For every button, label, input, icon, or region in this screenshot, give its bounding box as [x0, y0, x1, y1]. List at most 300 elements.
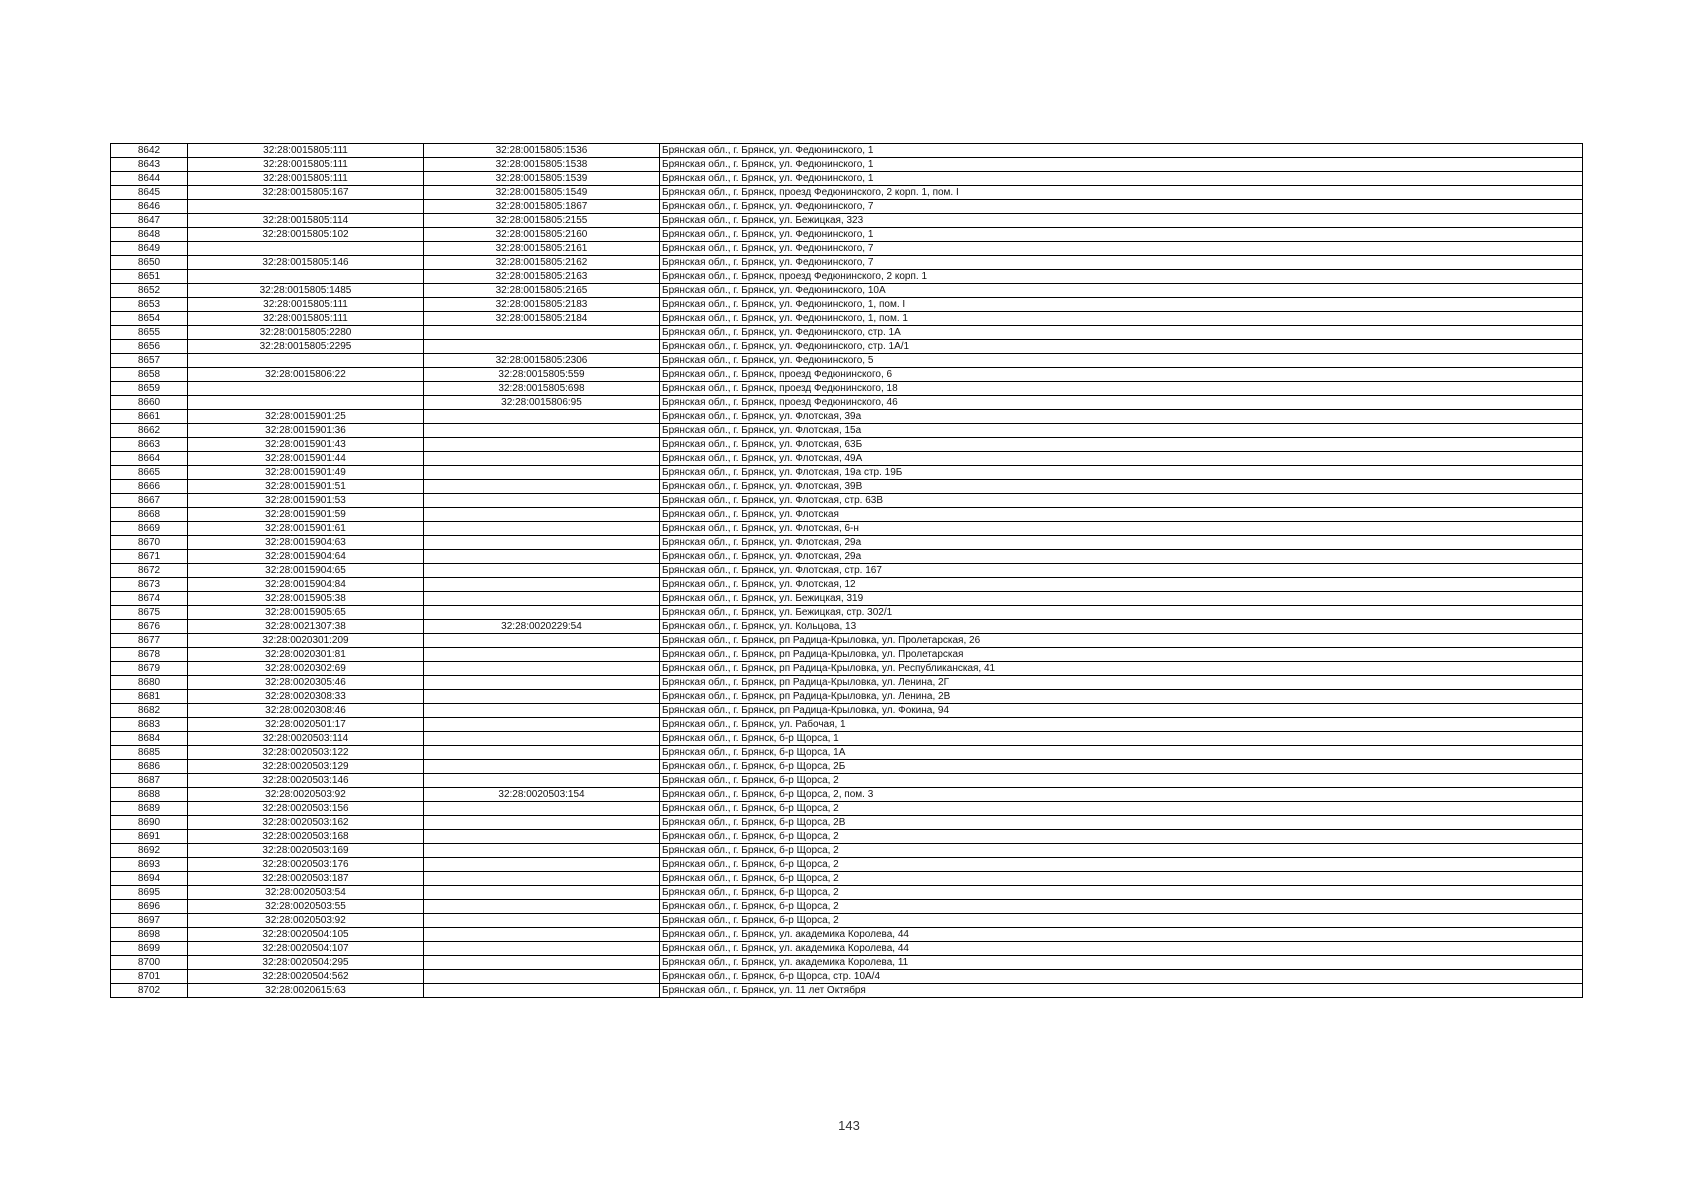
- row-number-cell: 8647: [111, 214, 188, 228]
- cadastral-number-cell: 32:28:0015901:53: [188, 494, 424, 508]
- cadastral-number-cell: 32:28:0020503:187: [188, 872, 424, 886]
- table-row: [111, 830, 1583, 844]
- address-cell: Брянская обл., г. Брянск, ул. 11 лет Октября: [660, 984, 1583, 998]
- row-number-cell: 8669: [111, 522, 188, 536]
- address-cell: Брянская обл., г. Брянск, ул. Федюнинского, 1: [660, 228, 1583, 242]
- object-cadastral-number-cell: 32:28:0015805:1539: [424, 172, 660, 186]
- object-cadastral-number-cell: [424, 536, 660, 550]
- cadastral-number-cell: 32:28:0015805:111: [188, 172, 424, 186]
- cadastral-number-cell: 32:28:0015901:61: [188, 522, 424, 536]
- object-cadastral-number-cell: [424, 956, 660, 970]
- row-number-cell: 8702: [111, 984, 188, 998]
- object-cadastral-number-cell: [424, 928, 660, 942]
- cadastral-number-cell: 32:28:0020503:129: [188, 760, 424, 774]
- object-cadastral-number-cell: [424, 438, 660, 452]
- object-cadastral-number-cell: [424, 774, 660, 788]
- address-cell: Брянская обл., г. Брянск, б-р Щорса, 2, пом. 3: [660, 788, 1583, 802]
- row-number-cell: 8674: [111, 592, 188, 606]
- address-cell: Брянская обл., г. Брянск, ул. Бежицкая, 319: [660, 592, 1583, 606]
- table-row: [111, 914, 1583, 928]
- object-cadastral-number-cell: [424, 802, 660, 816]
- table-row: [111, 354, 1583, 368]
- address-cell: Брянская обл., г. Брянск, ул. Федюнинского, 7: [660, 200, 1583, 214]
- row-number-cell: 8681: [111, 690, 188, 704]
- row-number-cell: 8664: [111, 452, 188, 466]
- address-cell: Брянская обл., г. Брянск, б-р Щорса, стр. 10А/4: [660, 970, 1583, 984]
- cadastral-number-cell: 32:28:0020503:146: [188, 774, 424, 788]
- table-row: [111, 704, 1583, 718]
- object-cadastral-number-cell: 32:28:0015805:2165: [424, 284, 660, 298]
- row-number-cell: 8649: [111, 242, 188, 256]
- address-cell: Брянская обл., г. Брянск, ул. Федюнинского, стр. 1А: [660, 326, 1583, 340]
- cadastral-number-cell: 32:28:0020503:55: [188, 900, 424, 914]
- cadastral-number-cell: [188, 270, 424, 284]
- address-cell: Брянская обл., г. Брянск, рп Радица-Крыловка, ул. Пролетарская, 26: [660, 634, 1583, 648]
- object-cadastral-number-cell: 32:28:0015805:1549: [424, 186, 660, 200]
- cadastral-number-cell: 32:28:0020504:562: [188, 970, 424, 984]
- address-cell: Брянская обл., г. Брянск, б-р Щорса, 2Б: [660, 760, 1583, 774]
- page-number: 143: [838, 1118, 860, 1133]
- object-cadastral-number-cell: [424, 732, 660, 746]
- address-cell: Брянская обл., г. Брянск, рп Радица-Крыловка, ул. Республиканская, 41: [660, 662, 1583, 676]
- object-cadastral-number-cell: [424, 900, 660, 914]
- address-cell: Брянская обл., г. Брянск, ул. Флотская, 29а: [660, 536, 1583, 550]
- address-cell: Брянская обл., г. Брянск, б-р Щорса, 2: [660, 844, 1583, 858]
- row-number-cell: 8650: [111, 256, 188, 270]
- cadastral-number-cell: [188, 382, 424, 396]
- address-cell: Брянская обл., г. Брянск, ул. Флотская, 19а стр. 19Б: [660, 466, 1583, 480]
- table-row: [111, 410, 1583, 424]
- row-number-cell: 8645: [111, 186, 188, 200]
- row-number-cell: 8670: [111, 536, 188, 550]
- address-cell: Брянская обл., г. Брянск, б-р Щорса, 2В: [660, 816, 1583, 830]
- table-row: [111, 242, 1583, 256]
- row-number-cell: 8701: [111, 970, 188, 984]
- cadastral-number-cell: 32:28:0020305:46: [188, 676, 424, 690]
- address-cell: Брянская обл., г. Брянск, ул. Флотская, 39В: [660, 480, 1583, 494]
- address-cell: Брянская обл., г. Брянск, б-р Щорса, 2: [660, 872, 1583, 886]
- register-table-body: [111, 144, 1583, 998]
- address-cell: Брянская обл., г. Брянск, б-р Щорса, 2: [660, 914, 1583, 928]
- address-cell: Брянская обл., г. Брянск, рп Радица-Крыловка, ул. Ленина, 2В: [660, 690, 1583, 704]
- object-cadastral-number-cell: [424, 326, 660, 340]
- address-cell: Брянская обл., г. Брянск, ул. Федюнинского, 10А: [660, 284, 1583, 298]
- address-cell: Брянская обл., г. Брянск, ул. Федюнинского, стр. 1А/1: [660, 340, 1583, 354]
- row-number-cell: 8654: [111, 312, 188, 326]
- object-cadastral-number-cell: [424, 942, 660, 956]
- table-row: [111, 956, 1583, 970]
- table-row: [111, 928, 1583, 942]
- cadastral-number-cell: 32:28:0015901:25: [188, 410, 424, 424]
- object-cadastral-number-cell: [424, 704, 660, 718]
- address-cell: Брянская обл., г. Брянск, ул. Кольцова, 13: [660, 620, 1583, 634]
- object-cadastral-number-cell: [424, 830, 660, 844]
- table-row: [111, 312, 1583, 326]
- address-cell: Брянская обл., г. Брянск, ул. Флотская, стр. 63В: [660, 494, 1583, 508]
- table-row: [111, 900, 1583, 914]
- cadastral-number-cell: 32:28:0015904:65: [188, 564, 424, 578]
- cadastral-number-cell: 32:28:0020503:114: [188, 732, 424, 746]
- object-cadastral-number-cell: [424, 550, 660, 564]
- object-cadastral-number-cell: 32:28:0015805:2162: [424, 256, 660, 270]
- cadastral-number-cell: [188, 242, 424, 256]
- row-number-cell: 8671: [111, 550, 188, 564]
- row-number-cell: 8695: [111, 886, 188, 900]
- table-row: [111, 144, 1583, 158]
- table-row: [111, 424, 1583, 438]
- table-row: [111, 158, 1583, 172]
- address-cell: Брянская обл., г. Брянск, ул. Федюнинского, 5: [660, 354, 1583, 368]
- object-cadastral-number-cell: [424, 424, 660, 438]
- object-cadastral-number-cell: 32:28:0015805:1536: [424, 144, 660, 158]
- object-cadastral-number-cell: [424, 452, 660, 466]
- cadastral-number-cell: 32:28:0015806:22: [188, 368, 424, 382]
- object-cadastral-number-cell: 32:28:0015805:2155: [424, 214, 660, 228]
- object-cadastral-number-cell: [424, 592, 660, 606]
- object-cadastral-number-cell: [424, 690, 660, 704]
- address-cell: Брянская обл., г. Брянск, ул. Федюнинского, 1: [660, 158, 1583, 172]
- object-cadastral-number-cell: [424, 508, 660, 522]
- address-cell: Брянская обл., г. Брянск, ул. Флотская, 29а: [660, 550, 1583, 564]
- table-row: [111, 676, 1583, 690]
- object-cadastral-number-cell: 32:28:0015805:559: [424, 368, 660, 382]
- cadastral-number-cell: 32:28:0015805:111: [188, 312, 424, 326]
- cadastral-number-cell: 32:28:0015805:111: [188, 158, 424, 172]
- table-row: [111, 494, 1583, 508]
- table-row: [111, 634, 1583, 648]
- cadastral-number-cell: 32:28:0020503:54: [188, 886, 424, 900]
- address-cell: Брянская обл., г. Брянск, проезд Федюнинского, 18: [660, 382, 1583, 396]
- row-number-cell: 8685: [111, 746, 188, 760]
- table-row: [111, 718, 1583, 732]
- row-number-cell: 8648: [111, 228, 188, 242]
- object-cadastral-number-cell: [424, 410, 660, 424]
- address-cell: Брянская обл., г. Брянск, ул. Рабочая, 1: [660, 718, 1583, 732]
- address-cell: Брянская обл., г. Брянск, б-р Щорса, 2: [660, 774, 1583, 788]
- cadastral-number-cell: 32:28:0020302:69: [188, 662, 424, 676]
- object-cadastral-number-cell: 32:28:0015805:2160: [424, 228, 660, 242]
- table-row: [111, 340, 1583, 354]
- row-number-cell: 8668: [111, 508, 188, 522]
- object-cadastral-number-cell: 32:28:0020229:54: [424, 620, 660, 634]
- cadastral-number-cell: 32:28:0015805:2295: [188, 340, 424, 354]
- table-row: [111, 872, 1583, 886]
- row-number-cell: 8651: [111, 270, 188, 284]
- cadastral-number-cell: 32:28:0020503:92: [188, 788, 424, 802]
- row-number-cell: 8656: [111, 340, 188, 354]
- row-number-cell: 8700: [111, 956, 188, 970]
- table-row: [111, 228, 1583, 242]
- row-number-cell: 8652: [111, 284, 188, 298]
- object-cadastral-number-cell: [424, 480, 660, 494]
- address-cell: Брянская обл., г. Брянск, б-р Щорса, 1: [660, 732, 1583, 746]
- address-cell: Брянская обл., г. Брянск, ул. Флотская, 49А: [660, 452, 1583, 466]
- row-number-cell: 8661: [111, 410, 188, 424]
- table-row: [111, 970, 1583, 984]
- address-cell: Брянская обл., г. Брянск, ул. Федюнинского, 7: [660, 242, 1583, 256]
- object-cadastral-number-cell: 32:28:0015805:2183: [424, 298, 660, 312]
- cadastral-number-cell: [188, 200, 424, 214]
- row-number-cell: 8694: [111, 872, 188, 886]
- cadastral-number-cell: 32:28:0015904:63: [188, 536, 424, 550]
- address-cell: Брянская обл., г. Брянск, б-р Щорса, 2: [660, 886, 1583, 900]
- row-number-cell: 8675: [111, 606, 188, 620]
- address-cell: Брянская обл., г. Брянск, проезд Федюнинского, 6: [660, 368, 1583, 382]
- row-number-cell: 8696: [111, 900, 188, 914]
- address-cell: Брянская обл., г. Брянск, проезд Федюнинского, 2 корп. 1, пом. I: [660, 186, 1583, 200]
- address-cell: Брянская обл., г. Брянск, ул. Федюнинского, 1: [660, 172, 1583, 186]
- cadastral-number-cell: 32:28:0015805:111: [188, 144, 424, 158]
- cadastral-number-cell: 32:28:0020504:295: [188, 956, 424, 970]
- address-cell: Брянская обл., г. Брянск, проезд Федюнинского, 2 корп. 1: [660, 270, 1583, 284]
- cadastral-number-cell: 32:28:0020503:162: [188, 816, 424, 830]
- table-row: [111, 662, 1583, 676]
- table-row: [111, 298, 1583, 312]
- row-number-cell: 8672: [111, 564, 188, 578]
- row-number-cell: 8678: [111, 648, 188, 662]
- table-row: [111, 214, 1583, 228]
- table-row: [111, 774, 1583, 788]
- row-number-cell: 8642: [111, 144, 188, 158]
- table-row: [111, 172, 1583, 186]
- cadastral-number-cell: 32:28:0020504:107: [188, 942, 424, 956]
- table-row: [111, 480, 1583, 494]
- object-cadastral-number-cell: [424, 914, 660, 928]
- table-row: [111, 760, 1583, 774]
- cadastral-number-cell: 32:28:0015805:146: [188, 256, 424, 270]
- table-row: [111, 606, 1583, 620]
- row-number-cell: 8660: [111, 396, 188, 410]
- object-cadastral-number-cell: [424, 886, 660, 900]
- row-number-cell: 8653: [111, 298, 188, 312]
- row-number-cell: 8692: [111, 844, 188, 858]
- address-cell: Брянская обл., г. Брянск, ул. Флотская: [660, 508, 1583, 522]
- address-cell: Брянская обл., г. Брянск, ул. академика Королева, 44: [660, 928, 1583, 942]
- address-cell: Брянская обл., г. Брянск, ул. академика Королева, 11: [660, 956, 1583, 970]
- object-cadastral-number-cell: [424, 634, 660, 648]
- cadastral-number-cell: 32:28:0015901:43: [188, 438, 424, 452]
- object-cadastral-number-cell: [424, 564, 660, 578]
- object-cadastral-number-cell: 32:28:0020503:154: [424, 788, 660, 802]
- cadastral-number-cell: 32:28:0020301:209: [188, 634, 424, 648]
- row-number-cell: 8667: [111, 494, 188, 508]
- table-row: [111, 942, 1583, 956]
- cadastral-number-cell: 32:28:0015805:102: [188, 228, 424, 242]
- table-row: [111, 732, 1583, 746]
- table-row: [111, 802, 1583, 816]
- cadastral-number-cell: 32:28:0020615:63: [188, 984, 424, 998]
- table-row: [111, 592, 1583, 606]
- table-row: [111, 648, 1583, 662]
- row-number-cell: 8688: [111, 788, 188, 802]
- cadastral-number-cell: 32:28:0020503:92: [188, 914, 424, 928]
- object-cadastral-number-cell: 32:28:0015805:2306: [424, 354, 660, 368]
- cadastral-number-cell: 32:28:0020308:33: [188, 690, 424, 704]
- row-number-cell: 8662: [111, 424, 188, 438]
- cadastral-number-cell: 32:28:0015904:64: [188, 550, 424, 564]
- row-number-cell: 8686: [111, 760, 188, 774]
- object-cadastral-number-cell: [424, 522, 660, 536]
- object-cadastral-number-cell: [424, 494, 660, 508]
- cadastral-number-cell: 32:28:0020503:122: [188, 746, 424, 760]
- address-cell: Брянская обл., г. Брянск, ул. Флотская, 12: [660, 578, 1583, 592]
- object-cadastral-number-cell: [424, 970, 660, 984]
- table-row: [111, 522, 1583, 536]
- address-cell: Брянская обл., г. Брянск, рп Радица-Крыловка, ул. Пролетарская: [660, 648, 1583, 662]
- object-cadastral-number-cell: 32:28:0015805:698: [424, 382, 660, 396]
- cadastral-number-cell: 32:28:0020501:17: [188, 718, 424, 732]
- object-cadastral-number-cell: [424, 816, 660, 830]
- row-number-cell: 8677: [111, 634, 188, 648]
- table-row: [111, 536, 1583, 550]
- cadastral-number-cell: 32:28:0015901:51: [188, 480, 424, 494]
- address-cell: Брянская обл., г. Брянск, б-р Щорса, 2: [660, 830, 1583, 844]
- cadastral-number-cell: 32:28:0015805:114: [188, 214, 424, 228]
- row-number-cell: 8684: [111, 732, 188, 746]
- row-number-cell: 8687: [111, 774, 188, 788]
- row-number-cell: 8693: [111, 858, 188, 872]
- address-cell: Брянская обл., г. Брянск, б-р Щорса, 2: [660, 802, 1583, 816]
- table-row: [111, 816, 1583, 830]
- cadastral-number-cell: 32:28:0020504:105: [188, 928, 424, 942]
- cadastral-number-cell: 32:28:0020503:176: [188, 858, 424, 872]
- address-cell: Брянская обл., г. Брянск, ул. Флотская, 6-н: [660, 522, 1583, 536]
- object-cadastral-number-cell: 32:28:0015805:2163: [424, 270, 660, 284]
- address-cell: Брянская обл., г. Брянск, ул. Федюнинского, 7: [660, 256, 1583, 270]
- table-row: [111, 984, 1583, 998]
- address-cell: Брянская обл., г. Брянск, б-р Щорса, 2: [660, 900, 1583, 914]
- row-number-cell: 8682: [111, 704, 188, 718]
- object-cadastral-number-cell: [424, 648, 660, 662]
- table-row: [111, 368, 1583, 382]
- object-cadastral-number-cell: [424, 746, 660, 760]
- table-row: [111, 550, 1583, 564]
- cadastral-number-cell: 32:28:0020503:168: [188, 830, 424, 844]
- register-table: [110, 143, 1583, 998]
- address-cell: Брянская обл., г. Брянск, рп Радица-Крыловка, ул. Фокина, 94: [660, 704, 1583, 718]
- cadastral-number-cell: 32:28:0015805:1485: [188, 284, 424, 298]
- cadastral-number-cell: 32:28:0015904:84: [188, 578, 424, 592]
- address-cell: Брянская обл., г. Брянск, ул. академика Королева, 44: [660, 942, 1583, 956]
- object-cadastral-number-cell: 32:28:0015805:1538: [424, 158, 660, 172]
- object-cadastral-number-cell: [424, 466, 660, 480]
- row-number-cell: 8699: [111, 942, 188, 956]
- row-number-cell: 8679: [111, 662, 188, 676]
- address-cell: Брянская обл., г. Брянск, ул. Флотская, 39а: [660, 410, 1583, 424]
- object-cadastral-number-cell: [424, 858, 660, 872]
- cadastral-number-cell: 32:28:0020308:46: [188, 704, 424, 718]
- table-row: [111, 886, 1583, 900]
- address-cell: Брянская обл., г. Брянск, рп Радица-Крыловка, ул. Ленина, 2Г: [660, 676, 1583, 690]
- cadastral-number-cell: 32:28:0015805:111: [188, 298, 424, 312]
- cadastral-number-cell: [188, 396, 424, 410]
- table-row: [111, 326, 1583, 340]
- table-row: [111, 788, 1583, 802]
- table-row: [111, 690, 1583, 704]
- table-row: [111, 578, 1583, 592]
- address-cell: Брянская обл., г. Брянск, б-р Щорса, 2: [660, 858, 1583, 872]
- table-row: [111, 200, 1583, 214]
- cadastral-number-cell: 32:28:0020301:81: [188, 648, 424, 662]
- row-number-cell: 8665: [111, 466, 188, 480]
- address-cell: Брянская обл., г. Брянск, ул. Федюнинского, 1: [660, 144, 1583, 158]
- object-cadastral-number-cell: 32:28:0015805:2184: [424, 312, 660, 326]
- cadastral-number-cell: 32:28:0015805:2280: [188, 326, 424, 340]
- row-number-cell: 8659: [111, 382, 188, 396]
- object-cadastral-number-cell: 32:28:0015805:1867: [424, 200, 660, 214]
- row-number-cell: 8663: [111, 438, 188, 452]
- object-cadastral-number-cell: 32:28:0015806:95: [424, 396, 660, 410]
- cadastral-number-cell: 32:28:0015901:36: [188, 424, 424, 438]
- row-number-cell: 8666: [111, 480, 188, 494]
- table-row: [111, 186, 1583, 200]
- cadastral-number-cell: 32:28:0020503:169: [188, 844, 424, 858]
- row-number-cell: 8643: [111, 158, 188, 172]
- cadastral-number-cell: 32:28:0015901:59: [188, 508, 424, 522]
- table-row: [111, 452, 1583, 466]
- cadastral-number-cell: 32:28:0015901:49: [188, 466, 424, 480]
- object-cadastral-number-cell: [424, 662, 660, 676]
- row-number-cell: 8691: [111, 830, 188, 844]
- cadastral-number-cell: 32:28:0021307:38: [188, 620, 424, 634]
- row-number-cell: 8655: [111, 326, 188, 340]
- row-number-cell: 8689: [111, 802, 188, 816]
- address-cell: Брянская обл., г. Брянск, ул. Флотская, 63Б: [660, 438, 1583, 452]
- table-row: [111, 858, 1583, 872]
- address-cell: Брянская обл., г. Брянск, ул. Флотская, 15а: [660, 424, 1583, 438]
- object-cadastral-number-cell: [424, 340, 660, 354]
- row-number-cell: 8673: [111, 578, 188, 592]
- row-number-cell: 8690: [111, 816, 188, 830]
- row-number-cell: 8658: [111, 368, 188, 382]
- row-number-cell: 8676: [111, 620, 188, 634]
- object-cadastral-number-cell: [424, 760, 660, 774]
- row-number-cell: 8683: [111, 718, 188, 732]
- row-number-cell: 8644: [111, 172, 188, 186]
- row-number-cell: 8698: [111, 928, 188, 942]
- object-cadastral-number-cell: [424, 578, 660, 592]
- row-number-cell: 8697: [111, 914, 188, 928]
- address-cell: Брянская обл., г. Брянск, проезд Федюнинского, 46: [660, 396, 1583, 410]
- address-cell: Брянская обл., г. Брянск, ул. Бежицкая, стр. 302/1: [660, 606, 1583, 620]
- table-row: [111, 382, 1583, 396]
- object-cadastral-number-cell: [424, 606, 660, 620]
- table-row: [111, 564, 1583, 578]
- table-row: [111, 620, 1583, 634]
- table-row: [111, 746, 1583, 760]
- object-cadastral-number-cell: [424, 844, 660, 858]
- object-cadastral-number-cell: [424, 984, 660, 998]
- object-cadastral-number-cell: [424, 676, 660, 690]
- address-cell: Брянская обл., г. Брянск, ул. Федюнинского, 1, пом. 1: [660, 312, 1583, 326]
- cadastral-number-cell: 32:28:0015905:65: [188, 606, 424, 620]
- table-row: [111, 396, 1583, 410]
- table-row: [111, 256, 1583, 270]
- table-row: [111, 466, 1583, 480]
- cadastral-number-cell: 32:28:0020503:156: [188, 802, 424, 816]
- cadastral-number-cell: 32:28:0015901:44: [188, 452, 424, 466]
- address-cell: Брянская обл., г. Брянск, б-р Щорса, 1А: [660, 746, 1583, 760]
- table-row: [111, 508, 1583, 522]
- address-cell: Брянская обл., г. Брянск, ул. Бежицкая, 323: [660, 214, 1583, 228]
- object-cadastral-number-cell: 32:28:0015805:2161: [424, 242, 660, 256]
- cadastral-number-cell: 32:28:0015905:38: [188, 592, 424, 606]
- table-row: [111, 438, 1583, 452]
- table-row: [111, 270, 1583, 284]
- cadastral-number-cell: 32:28:0015805:167: [188, 186, 424, 200]
- row-number-cell: 8680: [111, 676, 188, 690]
- object-cadastral-number-cell: [424, 718, 660, 732]
